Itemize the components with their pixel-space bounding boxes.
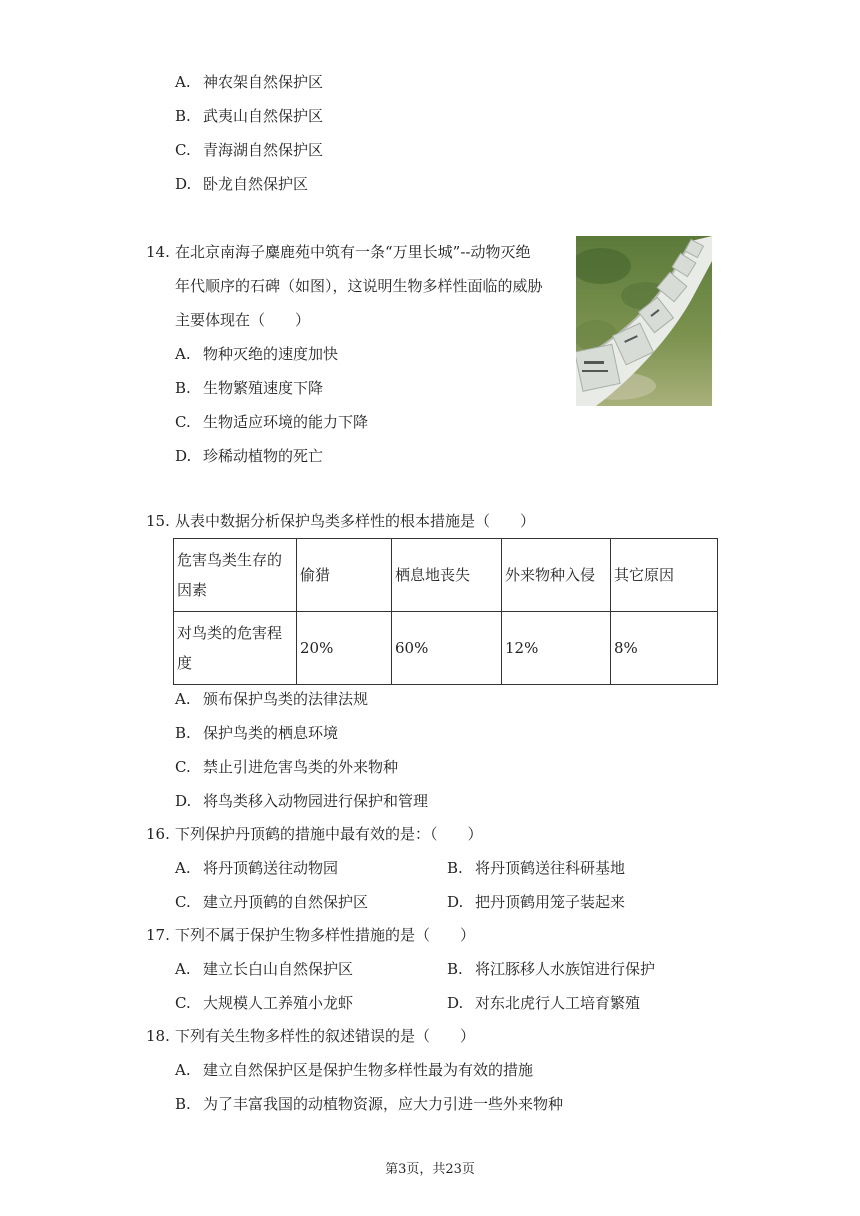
table-cell: 8% — [611, 612, 718, 685]
q17-option-c: C. 大规模人工养殖小龙虾 — [175, 994, 354, 1012]
q13-option-a: A. 神农架自然保护区 — [175, 73, 324, 91]
q16-option-c: C. 建立丹顶鹤的自然保护区 — [175, 893, 369, 911]
q16-option-b: B. 将丹顶鹤送往科研基地 — [447, 859, 626, 877]
q14-number: 14. — [146, 243, 170, 261]
q15-option-a: A. 颁布保护鸟类的法律法规 — [175, 690, 369, 708]
q18-option-a: A. 建立自然保护区是保护生物多样性最为有效的措施 — [175, 1061, 534, 1079]
q14-option-a: A. 物种灭绝的速度加快 — [175, 345, 339, 363]
q13-option-b: B. 武夷山自然保护区 — [175, 107, 324, 125]
q14-line-1: 在北京南海子麋鹿苑中筑有一条“万里长城”--动物灭绝 — [175, 243, 531, 261]
table-cell: 60% — [392, 612, 502, 685]
table-cell: 对鸟类的危害程度 — [174, 612, 297, 685]
table-cell: 外来物种入侵 — [502, 539, 611, 612]
q16-option-d: D. 把丹顶鹤用笼子装起来 — [447, 893, 626, 911]
q16-option-a: A. 将丹顶鹤送往动物园 — [175, 859, 339, 877]
q16-text: 下列保护丹顶鹤的措施中最有效的是：（ ） — [175, 825, 483, 843]
q14-line-3: 主要体现在（ ） — [175, 311, 311, 329]
q14-option-d: D. 珍稀动植物的死亡 — [175, 447, 324, 465]
q17-option-d: D. 对东北虎行人工培育繁殖 — [447, 994, 641, 1012]
q14-option-b: B. 生物繁殖速度下降 — [175, 379, 324, 397]
q15-number: 15. — [146, 512, 170, 530]
stele-photo — [576, 236, 712, 406]
q16-number: 16. — [146, 825, 170, 843]
table-cell: 危害鸟类生存的因素 — [174, 539, 297, 612]
q15-option-d: D. 将鸟类移入动物园进行保护和管理 — [175, 792, 429, 810]
q15-option-b: B. 保护鸟类的栖息环境 — [175, 724, 339, 742]
q18-text: 下列有关生物多样性的叙述错误的是（ ） — [175, 1027, 476, 1045]
table-cell: 栖息地丧失 — [392, 539, 502, 612]
page-number-footer: 第3页，共23页 — [385, 1162, 475, 1177]
q15-option-c: C. 禁止引进危害鸟类的外来物种 — [175, 758, 399, 776]
q17-number: 17. — [146, 926, 170, 944]
q17-option-a: A. 建立长白山自然保护区 — [175, 960, 354, 978]
q14-option-c: C. 生物适应环境的能力下降 — [175, 413, 369, 431]
q15-text: 从表中数据分析保护鸟类多样性的根本措施是（ ） — [175, 512, 536, 530]
table-cell: 其它原因 — [611, 539, 718, 612]
table-cell: 12% — [502, 612, 611, 685]
bird-threat-table — [173, 538, 718, 685]
table-cell: 20% — [297, 612, 392, 685]
table-row — [174, 539, 718, 612]
q13-option-d: D. 卧龙自然保护区 — [175, 175, 309, 193]
q17-text: 下列不属于保护生物多样性措施的是（ ） — [175, 926, 476, 944]
table-cell: 偷猎 — [297, 539, 392, 612]
table-row — [174, 612, 718, 685]
q18-option-b: B. 为了丰富我国的动植物资源，应大力引进一些外来物种 — [175, 1095, 564, 1113]
q17-option-b: B. 将江豚移人水族馆进行保护 — [447, 960, 656, 978]
q18-number: 18. — [146, 1027, 170, 1045]
q13-option-c: C. 青海湖自然保护区 — [175, 141, 324, 159]
q14-line-2: 年代顺序的石碑（如图），这说明生物多样性面临的威胁 — [175, 277, 543, 295]
